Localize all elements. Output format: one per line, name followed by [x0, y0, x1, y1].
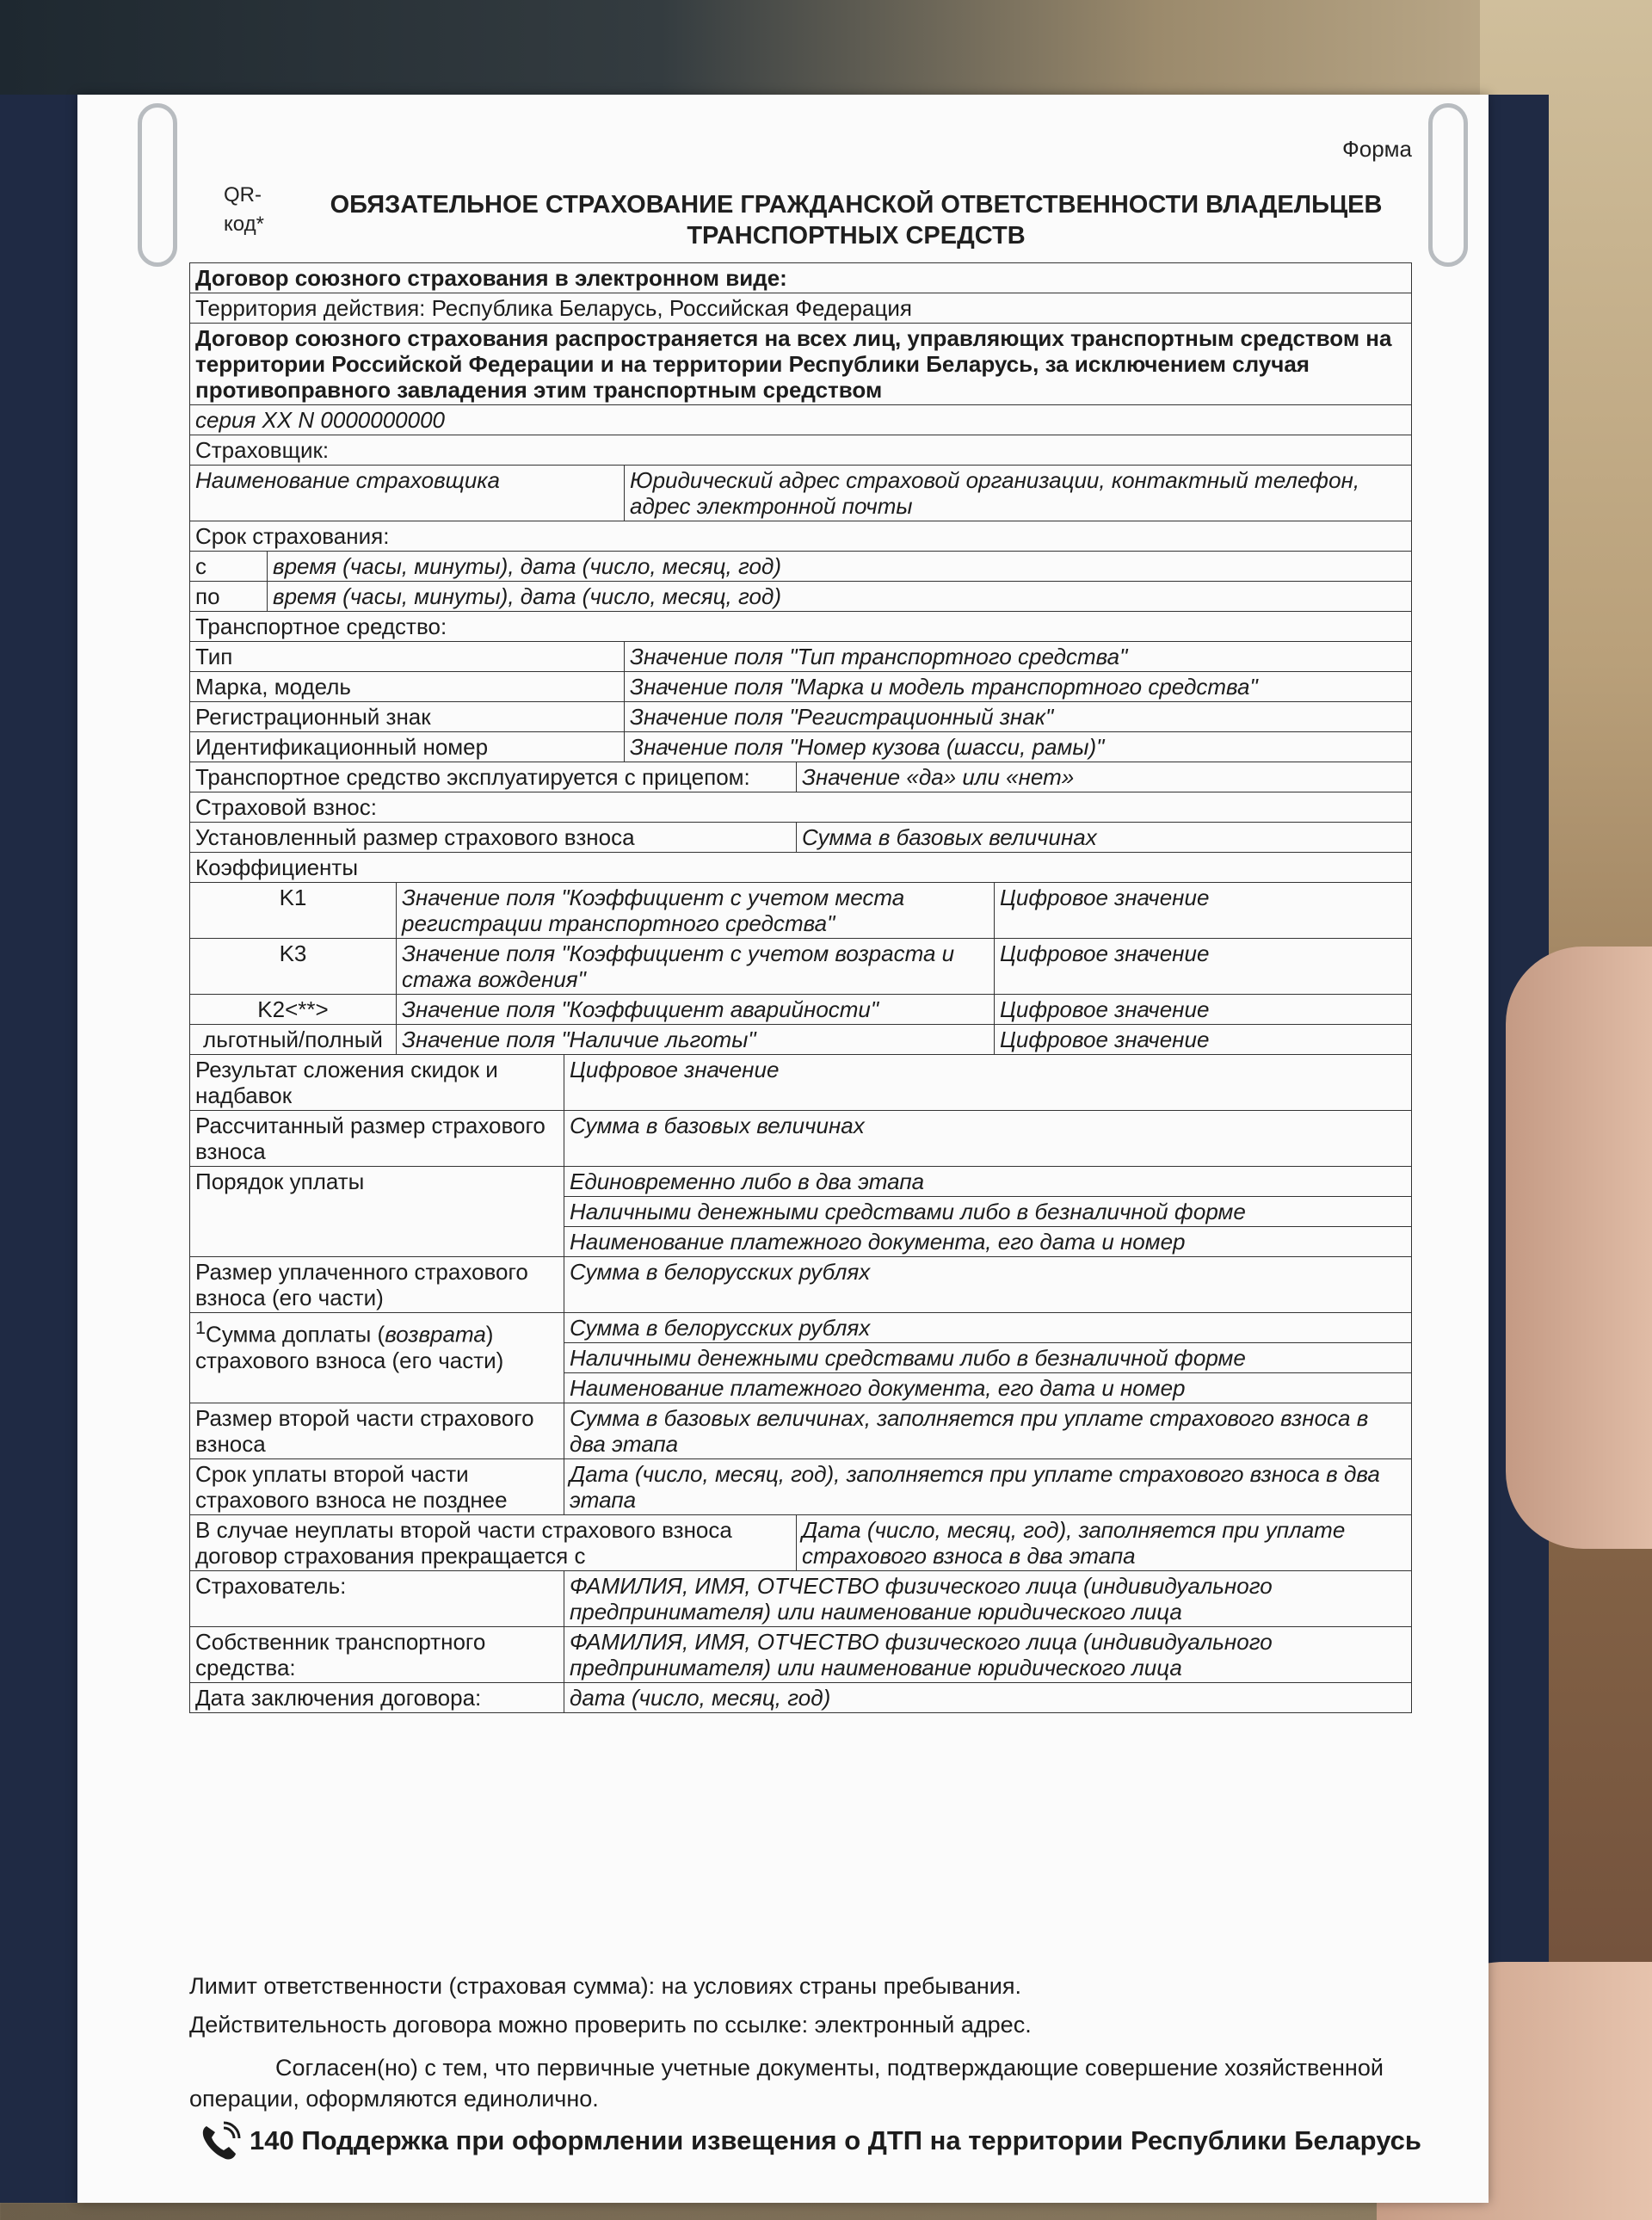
- page-title: ОБЯЗАТЕЛЬНОЕ СТРАХОВАНИЕ ГРАЖДАНСКОЙ ОТВЕТСТВЕННОСТИ ВЛАДЕЛЬЦЕВ ТРАНСПОРТНЫХ СРЕДСТВ: [330, 191, 1383, 250]
- calc-label: Рассчитанный размер страхового взноса: [190, 1111, 564, 1167]
- table-row: [190, 612, 1412, 642]
- table-row: [190, 823, 1412, 853]
- table-row: [190, 1571, 1412, 1627]
- coef-k1-desc: Значение поля "Коэффициент с учетом места регистрации транспортного средства": [397, 883, 995, 939]
- payment-order-value: Наименование платежного документа, его дата и номер: [564, 1227, 1412, 1257]
- payment-order-value: Единовременно либо в два этапа: [564, 1167, 1412, 1197]
- calc-value: Сумма в базовых величинах: [564, 1111, 1412, 1167]
- contract-date-label: Дата заключения договора:: [190, 1683, 564, 1713]
- vehicle-vin-value: Значение поля "Номер кузова (шасси, рамы)": [625, 732, 1412, 762]
- second-part-label: Размер второй части страхового взноса: [190, 1403, 564, 1459]
- table-row: [190, 642, 1412, 672]
- vehicle-model-label: Марка, модель: [190, 672, 625, 702]
- owner-value: ФАМИЛИЯ, ИМЯ, ОТЧЕСТВО физического лица (индивидуального предпринимателя) или наименование юридического лица: [564, 1627, 1412, 1683]
- term-label: Срок страхования:: [190, 521, 1412, 552]
- table-row: [190, 324, 1412, 405]
- insurer-label: Страховщик:: [190, 435, 1412, 466]
- table-row: [190, 1055, 1412, 1111]
- table-row: [190, 1257, 1412, 1313]
- policy-table: [189, 262, 1412, 1713]
- coef-benefit-code: льготный/полный: [190, 1025, 397, 1055]
- term-from-label: с: [190, 552, 268, 582]
- surcharge-value: Наименование платежного документа, его дата и номер: [564, 1373, 1412, 1403]
- table-row: [190, 1167, 1412, 1197]
- consent-note: Согласен(но) с тем, что первичные учетные документы, подтверждающие совершение хозяйственной операции, оформляются единолично.: [189, 2055, 1384, 2112]
- paid-label: Размер уплаченного страхового взноса (его части): [190, 1257, 564, 1313]
- table-row: [190, 1025, 1412, 1055]
- surcharge-value: Наличными денежными средствами либо в безналичной форме: [564, 1343, 1412, 1373]
- table-row: [190, 672, 1412, 702]
- contract-scope: Договор союзного страхования распространяется на всех лиц, управляющих транспортным средством на территории Российской Федерации и на территории Республики Беларусь, за исключением случая противоправного завладения этим транспортным средством: [190, 324, 1412, 405]
- table-row: [190, 853, 1412, 883]
- coef-k3-code: K3: [190, 939, 397, 995]
- discounts-label: Результат сложения скидок и надбавок: [190, 1055, 564, 1111]
- table-row: [190, 1459, 1412, 1515]
- table-row: [190, 466, 1412, 521]
- nonpayment-value: Дата (число, месяц, год), заполняется при уплате страхового взноса в два этапа: [797, 1515, 1412, 1571]
- policyholder-value: ФАМИЛИЯ, ИМЯ, ОТЧЕСТВО физического лица (индивидуального предпринимателя) или наименование юридического лица: [564, 1571, 1412, 1627]
- table-row: [190, 1403, 1412, 1459]
- table-row: [190, 732, 1412, 762]
- coefficients-label: Коэффициенты: [190, 853, 1412, 883]
- coef-k3-desc: Значение поля "Коэффициент с учетом возраста и стажа вождения": [397, 939, 995, 995]
- vehicle-type-label: Тип: [190, 642, 625, 672]
- insurer-address: Юридический адрес страховой организации, контактный телефон, адрес электронной почты: [625, 466, 1412, 521]
- contract-date-value: дата (число, месяц, год): [564, 1683, 1412, 1713]
- term-to-label: по: [190, 582, 268, 612]
- surcharge-label-part: ) страхового взноса (его части): [195, 1321, 504, 1373]
- second-part-value: Сумма в базовых величинах, заполняется при уплате страхового взноса в два этапа: [564, 1403, 1412, 1459]
- table-row: [190, 1515, 1412, 1571]
- coef-k2-value: Цифровое значение: [995, 995, 1412, 1025]
- contract-territory: Территория действия: Республика Беларусь, Российская Федерация: [190, 293, 1412, 324]
- table-row: [190, 582, 1412, 612]
- table-row: [190, 995, 1412, 1025]
- surcharge-value: Сумма в белорусских рублях: [564, 1313, 1412, 1343]
- table-row: [190, 435, 1412, 466]
- nonpayment-label: В случае неуплаты второй части страхового взноса договор страхования прекращается с: [190, 1515, 797, 1571]
- vehicle-model-value: Значение поля "Марка и модель транспортного средства": [625, 672, 1412, 702]
- trailer-value: Значение «да» или «нет»: [797, 762, 1412, 792]
- table-row: [190, 1627, 1412, 1683]
- paper-clip-icon: [1428, 103, 1468, 267]
- surcharge-label-part: Сумма доплаты (: [206, 1321, 385, 1347]
- coef-k1-value: Цифровое значение: [995, 883, 1412, 939]
- policyholder-label: Страхователь:: [190, 1571, 564, 1627]
- insurance-form-page: [77, 95, 1489, 2203]
- table-row: [190, 1313, 1412, 1343]
- table-row: [190, 883, 1412, 939]
- paid-value: Сумма в белорусских рублях: [564, 1257, 1412, 1313]
- qr-code-placeholder: QR-код*: [224, 183, 264, 236]
- paper-clip-icon: [138, 103, 177, 267]
- table-row: [190, 263, 1412, 293]
- vehicle-label: Транспортное средство:: [190, 612, 1412, 642]
- surcharge-label: [190, 1313, 564, 1403]
- surcharge-label-part: возврата: [385, 1321, 486, 1347]
- premium-label: Страховой взнос:: [190, 792, 1412, 823]
- discounts-value: Цифровое значение: [564, 1055, 1412, 1111]
- term-to-value: время (часы, минуты), дата (число, месяц, год): [268, 582, 1412, 612]
- vehicle-plate-value: Значение поля "Регистрационный знак": [625, 702, 1412, 732]
- coef-k2-code: K2<**>: [190, 995, 397, 1025]
- table-row: [190, 405, 1412, 435]
- coef-benefit-value: Цифровое значение: [995, 1025, 1412, 1055]
- coef-k2-desc: Значение поля "Коэффициент аварийности": [397, 995, 995, 1025]
- table-row: [190, 521, 1412, 552]
- liability-limit: Лимит ответственности (страховая сумма): на условиях страны пребывания.: [189, 1973, 1022, 1999]
- owner-label: Собственник транспортного средства:: [190, 1627, 564, 1683]
- premium-set-label: Установленный размер страхового взноса: [190, 823, 797, 853]
- contract-heading: Договор союзного страхования в электронном виде:: [190, 263, 1412, 293]
- coef-benefit-desc: Значение поля "Наличие льготы": [397, 1025, 995, 1055]
- hand-thumb: [1506, 947, 1652, 1549]
- table-row: [190, 293, 1412, 324]
- phone-icon: [198, 2121, 241, 2164]
- term-from-value: время (часы, минуты), дата (число, месяц, год): [268, 552, 1412, 582]
- table-row: [190, 702, 1412, 732]
- coef-k1-code: K1: [190, 883, 397, 939]
- validity-note: Действительность договора можно проверить по ссылке: электронный адрес.: [189, 2012, 1032, 2038]
- table-row: [190, 552, 1412, 582]
- table-row: [190, 1683, 1412, 1713]
- coef-k3-value: Цифровое значение: [995, 939, 1412, 995]
- support-hotline: 140 Поддержка при оформлении извещения о ДТП на территории Республики Беларусь: [250, 2125, 1421, 2155]
- table-row: [190, 792, 1412, 823]
- vehicle-type-value: Значение поля "Тип транспортного средства": [625, 642, 1412, 672]
- insurer-name: Наименование страховщика: [190, 466, 625, 521]
- table-row: [190, 762, 1412, 792]
- footnote-marker: 1: [195, 1317, 206, 1338]
- form-label: Форма: [1342, 136, 1413, 162]
- payment-order-label: Порядок уплаты: [190, 1167, 564, 1257]
- second-deadline-label: Срок уплаты второй части страхового взноса не позднее: [190, 1459, 564, 1515]
- payment-order-value: Наличными денежными средствами либо в безналичной форме: [564, 1197, 1412, 1227]
- vehicle-vin-label: Идентификационный номер: [190, 732, 625, 762]
- contract-series: серия XX N 0000000000: [190, 405, 1412, 435]
- table-row: [190, 939, 1412, 995]
- second-deadline-value: Дата (число, месяц, год), заполняется при уплате страхового взноса в два этапа: [564, 1459, 1412, 1515]
- premium-set-value: Сумма в базовых величинах: [797, 823, 1412, 853]
- vehicle-plate-label: Регистрационный знак: [190, 702, 625, 732]
- table-row: [190, 1111, 1412, 1167]
- trailer-label: Транспортное средство эксплуатируется с прицепом:: [190, 762, 797, 792]
